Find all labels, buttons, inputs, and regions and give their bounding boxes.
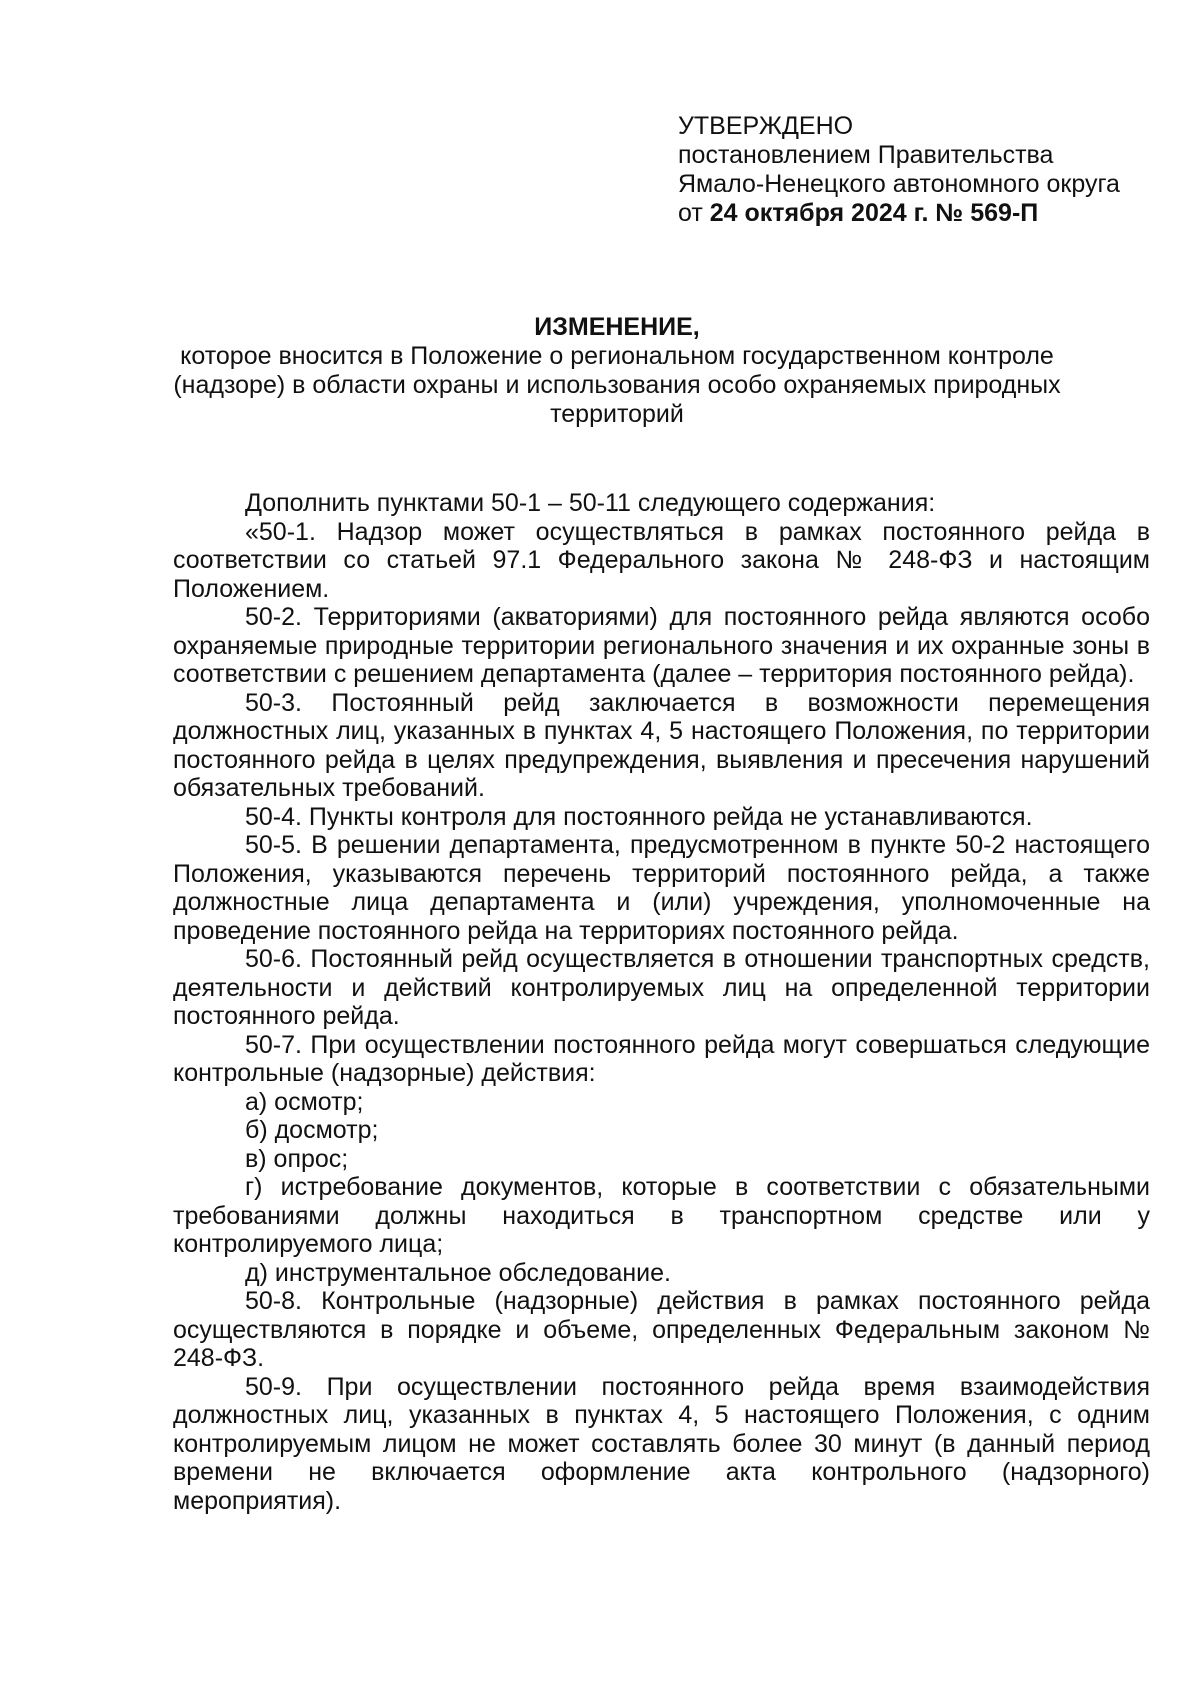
document-title: ИЗМЕНЕНИЕ, — [534, 313, 700, 341]
paragraph-50-9: 50-9. При осуществлении постоянного рейда время взаимодействия должностных лиц, указанных в пунктах 4, 5 настоящего Положения, с одним контролируемым лицом не может составлять более 30 минут (в данный период времени не включается оформление акта контрольного (надзорного) мероприятия). — [173, 1372, 1150, 1515]
paragraph-50-3: 50-3. Постоянный рейд заключается в возможности перемещения должностных лиц, указанных в пунктах 4, 5 настоящего Положения, по территории постоянного рейда в целях предупреждения, выявления и пресечения нарушений обязательных требований. — [173, 688, 1150, 802]
list-item-b: б) досмотр; — [245, 1116, 379, 1144]
approval-block — [678, 112, 1158, 228]
list-item-d: д) инструментальное обследование. — [245, 1258, 671, 1287]
paragraph-50-7: 50-7. При осуществлении постоянного рейда могут совершаться следующие контрольные (надзорные) действия: — [173, 1030, 1150, 1087]
document-body — [173, 489, 1150, 1515]
approval-line-2: Ямало-Ненецкого автономного округа — [678, 170, 1120, 198]
paragraph-50-1: «50-1. Надзор может осуществляться в рамках постоянного рейда в соответствии со статьей 97.1 Федерального закона № 248-ФЗ и настоящим Положением. — [173, 517, 1150, 603]
approval-date-prefix: от — [678, 199, 703, 227]
paragraph-50-6: 50-6. Постоянный рейд осуществляется в отношении транспортных средств, деятельности и действий контролируемых лиц на определенной территории постоянного рейда. — [173, 945, 1150, 1030]
list-item-g: г) истребование документов, которые в соответствии с обязательными требованиями должны находиться в транспортном средстве или у контролируемого лица; — [173, 1173, 1150, 1258]
paragraph-50-5: 50-5. В решении департамента, предусмотренном в пункте 50-2 настоящего Положения, указываются перечень территорий постоянного рейда, а также должностные лица департамента и (или) учреждения, уполномоченные на проведение постоянного рейда на территориях постоянного рейда. — [173, 831, 1150, 945]
approved-label: УТВЕРЖДЕНО — [678, 112, 854, 140]
paragraph-intro: Дополнить пунктами 50-1 – 50-11 следующего содержания: — [245, 489, 936, 517]
document-subtitle: которое вносится в Положение о региональном государственном контроле (надзоре) в области охраны и использования особо охраняемых природных территорий — [173, 342, 1061, 428]
approval-line-1: постановлением Правительства — [678, 141, 1054, 169]
list-item-a: а) осмотр; — [245, 1087, 364, 1116]
paragraph-50-8: 50-8. Контрольные (надзорные) действия в рамках постоянного рейда осуществляются в порядке и объеме, определенных Федеральным законом № 248-ФЗ. — [173, 1287, 1150, 1372]
paragraph-50-2: 50-2. Территориями (акваториями) для постоянного рейда являются особо охраняемые природные территории регионального значения и их охранные зоны в соответствии с решением департамента (далее – территория постоянного рейда). — [173, 603, 1150, 688]
approval-date-value: 24 октября 2024 г. № 569-П — [709, 199, 1039, 227]
approval-date-line — [678, 199, 1158, 228]
paragraph-50-4: 50-4. Пункты контроля для постоянного рейда не устанавливаются. — [245, 802, 1033, 831]
document-heading — [150, 313, 1084, 429]
list-item-v: в) опрос; — [245, 1144, 349, 1173]
